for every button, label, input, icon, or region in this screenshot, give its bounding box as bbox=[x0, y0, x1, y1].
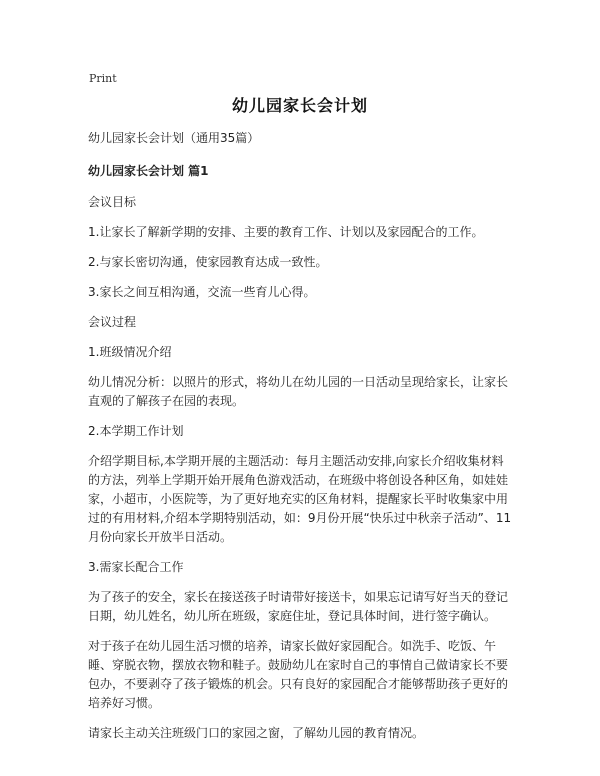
paragraph-safety: 为了孩子的安全，家长在接送孩子时请带好接送卡，如果忘记请写好当天的登记日期，幼儿姓名，幼儿所在班级，家庭住址，登记具体时间，进行签字确认。 bbox=[88, 590, 509, 623]
document-body bbox=[88, 129, 514, 754]
page-title: 幼儿园家长会计划 bbox=[231, 96, 368, 115]
section-title: 幼儿园家长会计划 篇1 bbox=[88, 164, 209, 178]
document-subtitle: 幼儿园家长会计划（通用35篇） bbox=[88, 131, 260, 145]
paragraph-work-plan: 介绍学期目标,本学期开展的主题活动：每月主题活动安排,向家长介绍收集材料的方法，列举上学期开始开展角色游戏活动，在班级中将创设各种区角，如娃娃家，小超市，小医院等，为了更好地充实的区角材料，提醒家长平时收集家中用过的有用材料,介绍本学期特别活动，如：9月份开展“快乐过中秋亲子活动”、11月份向家长开放半日活动。 bbox=[88, 454, 512, 544]
goal-item-3: 3.家长之间互相沟通，交流一些育儿心得。 bbox=[88, 285, 316, 299]
paragraph-habits: 对于孩子在幼儿园生活习惯的培养，请家长做好家园配合。如洗手、吃饭、午睡、穿脱衣物，摆放衣物和鞋子。鼓励幼儿在家时自己的事情自己做请家长不要包办，不要剥夺了孩子锻炼的机会。只有良好的家园配合才能够帮助孩子更好的培养好习惯。 bbox=[88, 639, 509, 710]
print-link[interactable]: Print bbox=[89, 72, 117, 85]
goal-item-1: 1.让家长了解新学期的安排、主要的教育工作、计划以及家园配合的工作。 bbox=[88, 225, 484, 239]
subheading-parent-cooperation: 3.需家长配合工作 bbox=[88, 560, 184, 574]
paragraph-child-analysis: 幼儿情况分析：以照片的形式，将幼儿在幼儿园的一日活动呈现给家长，让家长直观的了解孩子在园的表现。 bbox=[88, 375, 509, 408]
subheading-class-intro: 1.班级情况介绍 bbox=[88, 345, 172, 359]
subheading-work-plan: 2.本学期工作计划 bbox=[88, 424, 184, 438]
goal-item-2: 2.与家长密切沟通，使家园教育达成一致性。 bbox=[88, 255, 328, 269]
heading-meeting-process: 会议过程 bbox=[88, 315, 137, 329]
paragraph-notice-window: 请家长主动关注班级门口的家园之窗，了解幼儿园的教育情况。 bbox=[88, 726, 425, 740]
heading-meeting-goals: 会议目标 bbox=[88, 195, 137, 209]
